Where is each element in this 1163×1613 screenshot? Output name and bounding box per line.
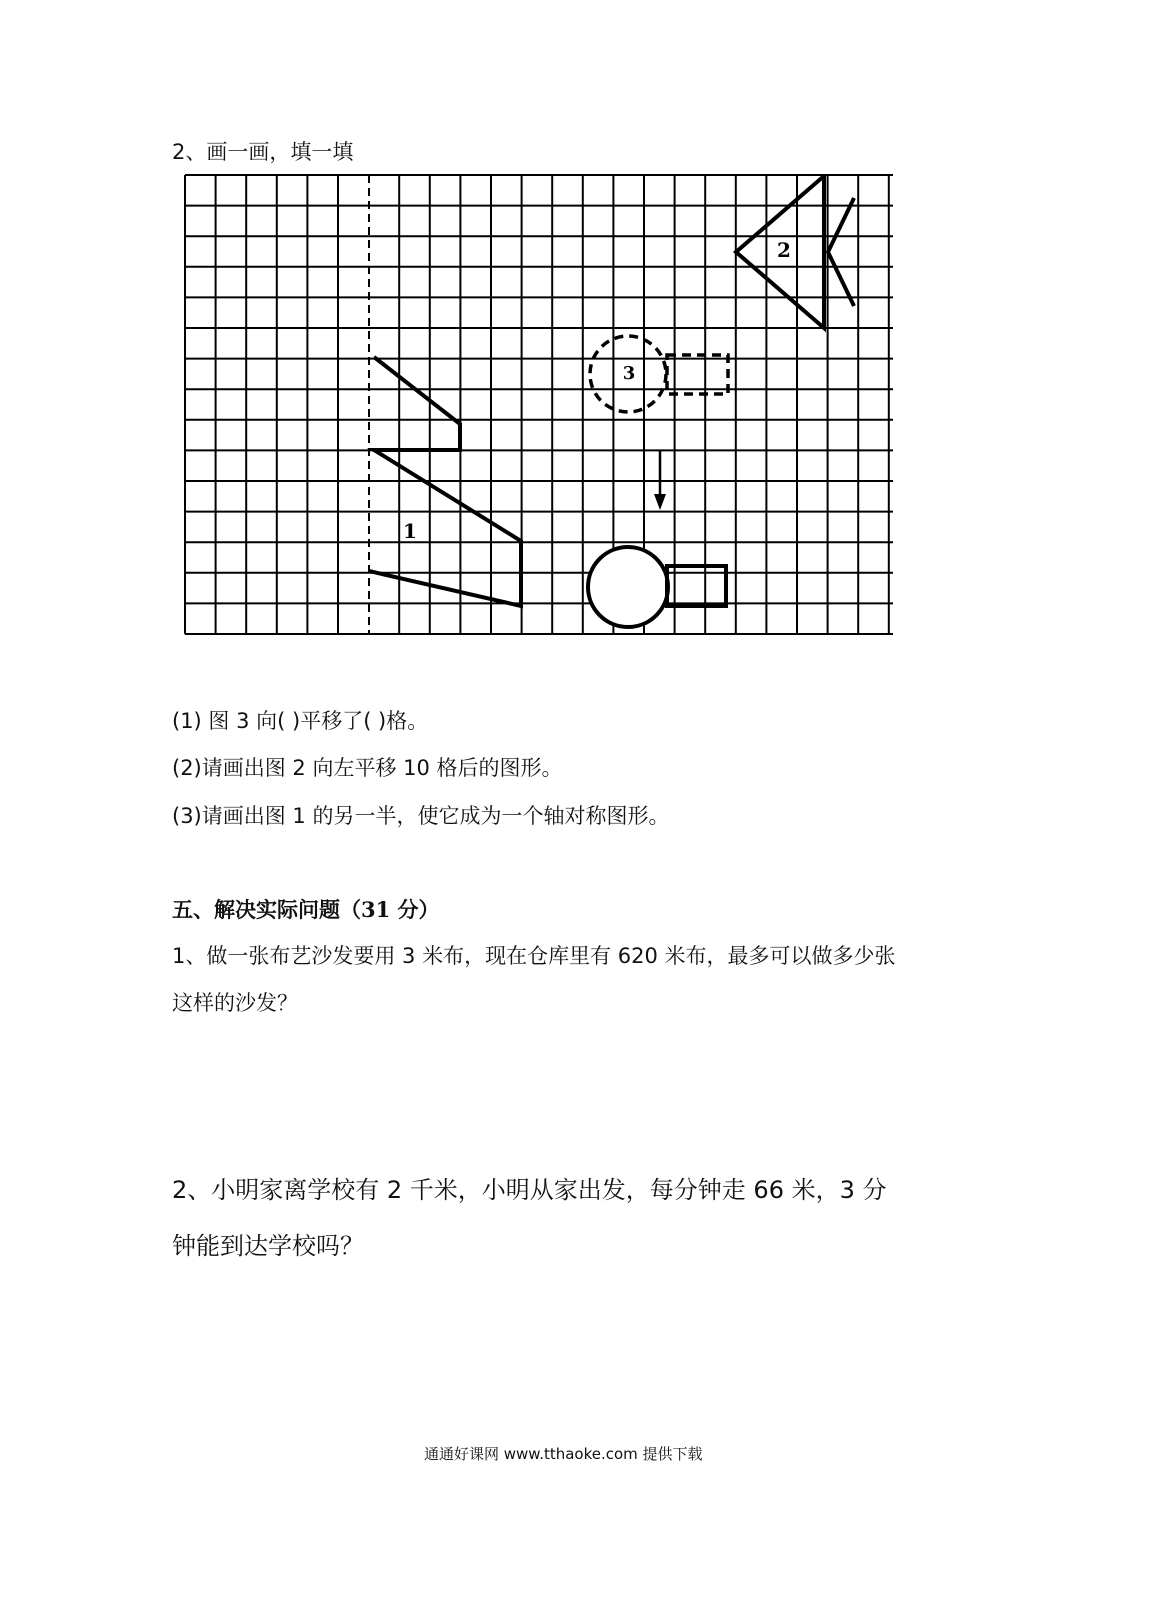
problem-2-line-1: 2、小明家离学校有 2 千米，小明从家出发，每分钟走 66 米，3 分 (172, 1176, 887, 1204)
grid-figure (0, 0, 1163, 660)
problem-1-line-2: 这样的沙发？ (172, 991, 298, 1015)
figure-1-label: 1 (403, 519, 417, 543)
problem-2-line-2: 钟能到达学校吗？ (172, 1232, 364, 1260)
figure-3-dashed-rect (667, 355, 728, 394)
subquestion-3: (3)请画出图 1 的另一半，使它成为一个轴对称图形。 (172, 804, 670, 828)
section-5-heading: 五、解决实际问题（31 分） (172, 897, 440, 922)
figure-3-moved-circle (588, 547, 668, 627)
footer-credit: 通通好课网 www.tthaoke.com 提供下载 (424, 1445, 703, 1463)
figure-3-label: 3 (622, 363, 636, 384)
subquestion-2: (2)请画出图 2 向左平移 10 格后的图形。 (172, 756, 563, 780)
question-2-title: 2、画一画，填一填 (172, 140, 354, 164)
figure-2-label: 2 (777, 238, 791, 262)
figure-2-tail (828, 198, 854, 306)
problem-1-line-1: 1、做一张布艺沙发要用 3 米布，现在仓库里有 620 米布，最多可以做多少张 (172, 944, 896, 968)
translation-arrow-head (654, 494, 666, 510)
subquestion-1: (1) 图 3 向( )平移了( )格。 (172, 709, 429, 733)
